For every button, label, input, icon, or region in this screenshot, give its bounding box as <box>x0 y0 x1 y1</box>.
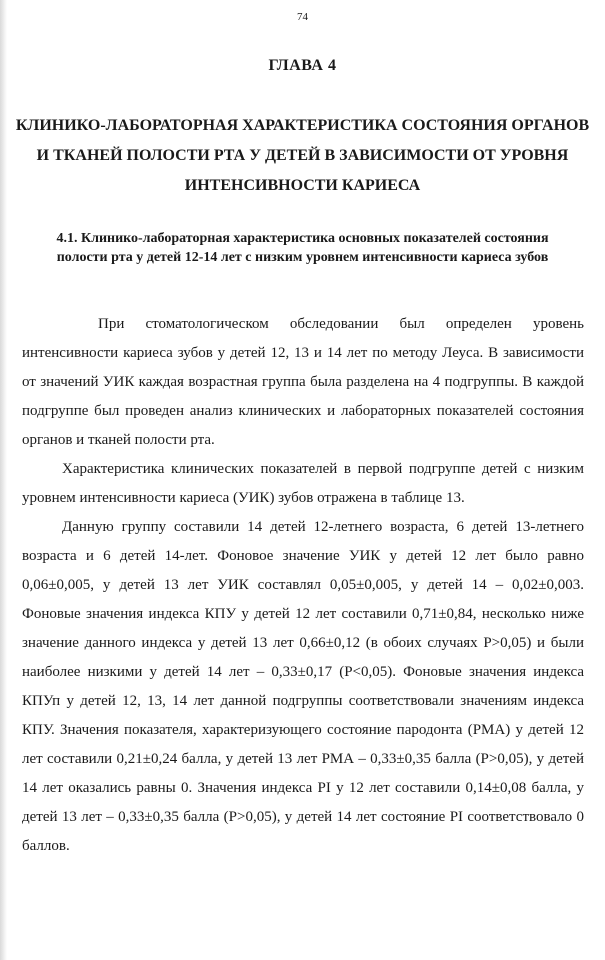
section-title: 4.1. Клинико-лабораторная характеристика основных показателей состояния полости рта у детей 12-14 лет с низким уровнем интенсивности кариеса зубов <box>56 231 549 265</box>
body-text <box>22 310 584 861</box>
chapter-title: КЛИНИКО-ЛАБОРАТОРНАЯ ХАРАКТЕРИСТИКА СОСТОЯНИЯ ОРГАНОВ И ТКАНЕЙ ПОЛОСТИ РТА У ДЕТЕЙ В ЗАВИСИМОСТИ ОТ УРОВНЯ ИНТЕНСИВНОСТИ КАРИЕСА <box>15 117 590 194</box>
chapter-heading: ГЛАВА 4 <box>268 57 337 74</box>
paragraph-2: Характеристика клинических показателей в первой подгруппе детей с низким уровнем интенсивности кариеса (УИК) зубов отражена в таблице 13. <box>22 461 584 506</box>
page-number: 74 <box>297 11 308 23</box>
paragraph-3: Данную группу составили 14 детей 12-летнего возраста, 6 детей 13-летнего возраста и 6 детей 14-лет. Фоновое значение УИК у детей 12 лет было равно 0,06±0,005, у детей 13 лет УИК составлял 0,05±0,005, у детей 14 – 0,02±0,003. Фоновые значения индекса КПУ у детей 12 лет составили 0,71±0,84, несколько ниже значение данного индекса у детей 13 лет 0,66±0,12 (в обоих случаях P>0,05) и были наиболее низкими у детей 14 лет – 0,33±0,17 (P<0,05). Фоновые значения индекса КПУп у детей 12, 13, 14 лет данной подгруппы соответствовали значениям индекса КПУ. Значения показателя, характеризующего состояние пародонта (РМА) у детей 12 лет составили 0,21±0,24 балла, у детей 13 лет РМА – 0,33±0,35 балла (P>0,05), у детей 14 лет оказались равны 0. Значения индекса PI у 12 лет составили 0,14±0,08 балла, у детей 13 лет – 0,33±0,35 балла (P>0,05), у детей 14 лет состояние PI соответствовало 0 баллов. <box>22 519 584 854</box>
scan-edge-shadow <box>0 0 7 960</box>
paragraph-1: При стоматологическом обследовании был определен уровень интенсивности кариеса зубов у детей 12, 13 и 14 лет по методу Леуса. В зависимости от значений УИК каждая возрастная группа была разделена на 4 подгруппы. В каждой подгруппе был проведен анализ клинических и лабораторных показателей состояния органов и тканей полости рта. <box>22 316 584 448</box>
